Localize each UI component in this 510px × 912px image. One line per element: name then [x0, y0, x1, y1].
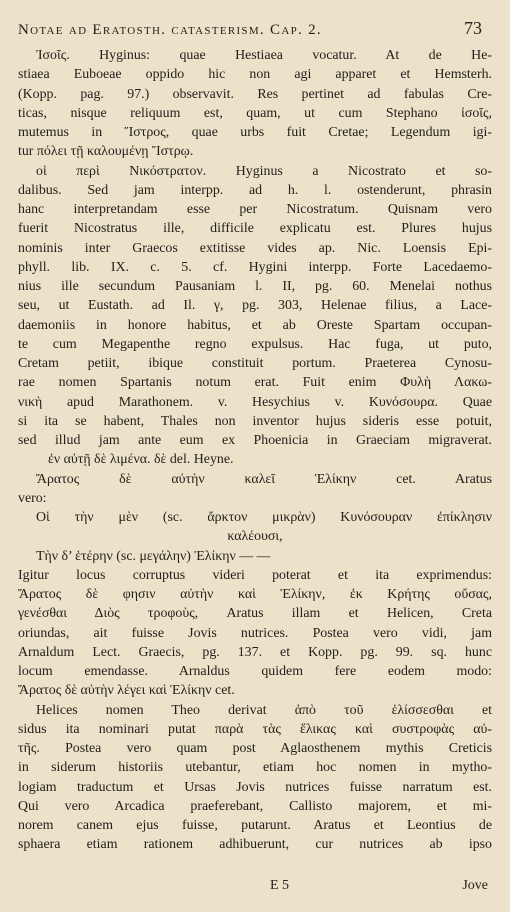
text-line: phyll. lib. IX. c. 5. cf. Hygini interpp. Forte Lacedaemo-: [18, 259, 492, 275]
text-line: γενέσθαι Διὸς τροφοὺς, Aratus illam et Helicen, Creta: [18, 606, 492, 622]
signature-mark: E 5: [270, 878, 290, 893]
text-line: sphaera etiam rationem adhibuerunt, cur nutrices ab ipso: [18, 837, 492, 853]
text-line: oriundas, ait fuisse Jovis nutrices. Postea vero vidi, jam: [18, 625, 492, 641]
text-line: καλέουσι,: [227, 529, 283, 545]
text-line: vero:: [18, 490, 47, 506]
text-line: οἱ περὶ Νικόστρατον. Hyginus a Nicostrato et so-: [36, 163, 492, 179]
text-line: Ἰσοῖς. Hyginus: quae Hestiaea vocatur. At de He-: [36, 48, 492, 63]
running-header: [18, 18, 492, 46]
text-line: Οἱ τὴν μὲν (sc. ἄρκτον μικρὰν) Κυνόσουραν ἐπίκλησιν: [36, 510, 492, 525]
text-line: Ἄρατος δὲ φησιν αὐτὴν καὶ Ἑλίκην, ἐκ Κρήτης οὔσας,: [18, 587, 492, 602]
text-line: (Kopp. pag. 97.) observavit. Res pertinet ad fabulas Cre-: [18, 86, 492, 102]
text-line: Ἄρατος δὲ αὐτὴν λέγει καὶ Ἑλίκην cet.: [18, 683, 235, 699]
text-line: te cum Megapenthe regno expulsus. Hac fuga, ut puto,: [18, 336, 492, 352]
page-footer: [18, 878, 490, 894]
catchword: Jove: [462, 878, 488, 893]
text-line: Arnaldum Lect. Graecis, pg. 137. et Kopp. pg. 99. sq. hunc: [18, 644, 492, 660]
text-line: logiam traductum et Ursas Jovis nutrices fuisse narratum est.: [18, 779, 492, 795]
text-line: in siderum historiis utebantur, etiam hoc nomen in mytho-: [18, 760, 492, 776]
text-line: rae nomen Spartanis notum erat. Fuit enim Φυλὴ Λακω-: [18, 375, 492, 391]
text-line: norem canem ejus fuisse, putarunt. Aratus et Leontius de: [18, 818, 492, 833]
text-line: stiaea Euboeae oppido hic non agi apparet et Hemsterh.: [18, 67, 492, 83]
text-line: nius ille secundum Pausaniam l. II, pg. 60. Menelai nothus: [18, 279, 492, 294]
text-line: νικὴ apud Marathonem. v. Hesychius v. Κυνόσουρα. Quae: [18, 394, 492, 410]
text-line: si ita se habent, Thales non inventor hujus sideris esse potuit,: [18, 413, 492, 429]
text-line: Helices nomen Theo derivat ἀπὸ τοῦ ἑλίσσεσθαι et: [36, 702, 492, 718]
page-number: 73: [464, 18, 482, 38]
text-line: Cretam petiit, ibique constituit portum. Praeterea Cynosu-: [18, 356, 492, 371]
commentary-text: [18, 46, 492, 855]
text-line: Qui vero Arcadica praeferebant, Callisto majorem, et mi-: [18, 798, 492, 814]
text-line: mutemus in Ἴστρος, quae urbs fuit Cretae; Legendum igi-: [18, 125, 492, 140]
text-line: Ἄρατος δὲ αὐτὴν καλεῖ Ἑλίκην cet. Aratus: [36, 471, 492, 487]
text-line: Igitur locus corruptus videri poterat et ita exprimendus:: [18, 567, 492, 583]
text-line: nominis inter Graecos extitisse vides ap. Nic. Loensis Epi-: [18, 240, 492, 256]
text-line: sidus ita nominari putat παρὰ τὰς ἕλικας καὶ συστροφὰς αὐ-: [18, 721, 492, 737]
text-line: ticas, nisque reliquum est, quam, ut cum Stephano ἰσοῖς,: [18, 105, 492, 121]
text-line: locum emendasse. Arnaldus quidem fere eodem modo:: [18, 664, 492, 679]
text-line: ἐν αὐτῇ δὲ λιμένα. δὲ del. Heyne.: [48, 452, 234, 468]
text-line: τῆς. Postea vero quam post Aglaosthenem mythis Creticis: [18, 741, 492, 756]
text-line: hanc interpretandam esse per Nicostratum. Quisnam vero: [18, 202, 492, 217]
text-line: seu, ut Eustath. ad Il. γ, pg. 303, Helenae filius, a Lace-: [18, 298, 492, 314]
text-line: sed illud jam ante eum ex Phoenicia in Graeciam migraverat.: [18, 433, 492, 448]
text-line: Τὴν δ’ ἑτέρην (sc. μεγάλην) Ἑλίκην — —: [36, 548, 271, 564]
running-title: Notae ad Eratosth. catasterism. Cap. 2.: [18, 22, 322, 38]
text-line: tur πόλει τῇ καλουμένῃ Ἴστρῳ.: [18, 144, 194, 160]
text-line: fuerit Nicostratus ille, difficile explicatu est. Plures hujus: [18, 221, 492, 237]
text-line: dalibus. Sed jam interpp. ad h. l. ostenderunt, phrasin: [18, 182, 492, 198]
text-line: daemoniis in honore habitus, et ab Oreste Spartam occupan-: [18, 317, 492, 333]
